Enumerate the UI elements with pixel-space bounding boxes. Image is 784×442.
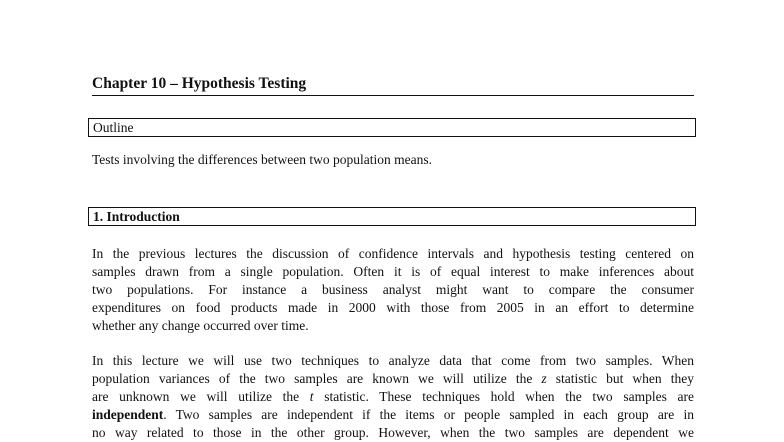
outline-heading-box	[88, 118, 696, 137]
independent-term: independent	[92, 407, 164, 422]
paragraph-2-line-2	[92, 370, 694, 388]
paragraph-1-line-1: In the previous lectures the discussion of confidence intervals and hypothesis testing centered on	[92, 246, 694, 261]
paragraph-1-line-2: samples drawn from a single population. Often it is of equal interest to make inferences about	[92, 264, 694, 279]
chapter-title: Chapter 10 – Hypothesis Testing	[92, 74, 694, 96]
paragraph-2-line-1: In this lecture we will use two techniques to analyze data that come from two samples. When	[92, 353, 694, 368]
paragraph-1-line-5: whether any change occurred over time.	[92, 318, 309, 333]
paragraph-2-line-3	[92, 388, 694, 406]
introduction-heading: 1. Introduction	[93, 209, 180, 224]
line-3-text-before: are unknown we will utilize the	[92, 389, 310, 404]
introduction-paragraph-2	[92, 352, 694, 442]
paragraph-2-line-4	[92, 406, 694, 424]
line-4-text-after: . Two samples are independent if the items or people sampled in each group are in	[163, 407, 694, 422]
introduction-paragraph-1	[92, 245, 694, 335]
line-3-text-after: statistic. These techniques hold when the two samples are	[313, 389, 694, 404]
paragraph-2-line-5: no way related to those in the other group. However, when the two samples are dependent we	[92, 425, 694, 440]
t-statistic-symbol: t	[309, 389, 314, 404]
paragraph-1-line-3: two populations. For instance a business analyst might want to compare the consumer	[92, 282, 694, 297]
introduction-heading-box	[88, 207, 696, 226]
line-2-text-after: statistic but when they	[546, 371, 694, 386]
paragraph-1-line-4: expenditures on food products made in 2000 with those from 2005 in an effort to determine	[92, 300, 694, 315]
line-2-text-before: population variances of the two samples are known we will utilize the	[92, 371, 542, 386]
z-statistic-symbol: z	[541, 371, 547, 386]
outline-heading: Outline	[93, 120, 134, 135]
outline-text: Tests involving the differences between two population means.	[92, 152, 432, 167]
